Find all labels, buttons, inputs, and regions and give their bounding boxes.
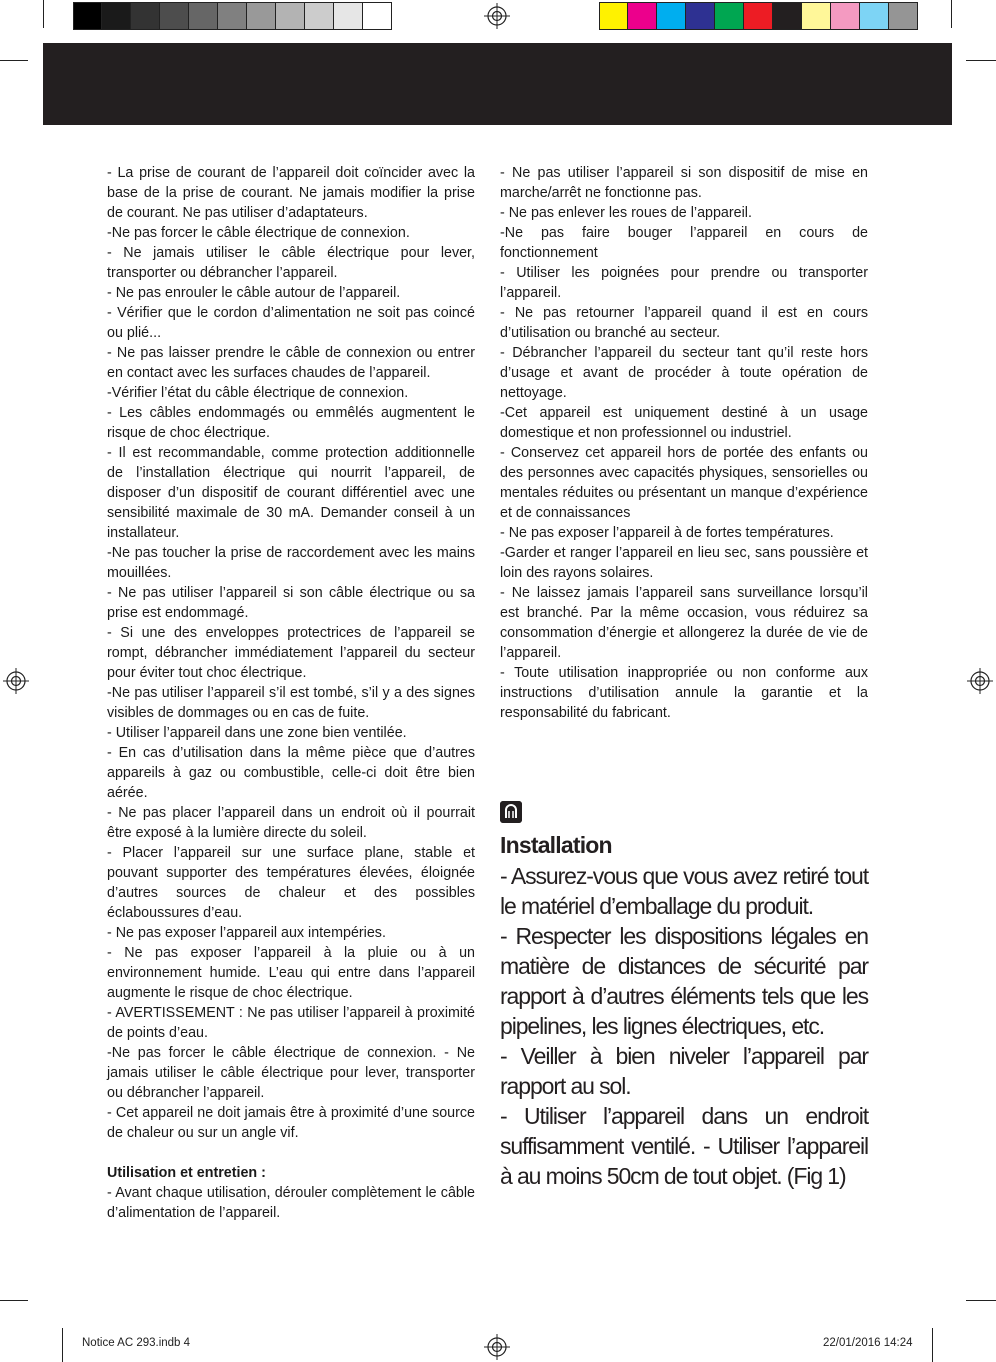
paragraph: - Ne pas enlever les roues de l’appareil. xyxy=(500,205,752,221)
paragraph: - Ne pas exposer l’appareil aux intempéries. xyxy=(107,925,386,941)
left-paragraphs xyxy=(107,163,475,1143)
right-paragraphs xyxy=(500,163,868,723)
color-swatch xyxy=(860,2,889,30)
gray-swatch xyxy=(334,2,363,30)
color-swatch xyxy=(628,2,657,30)
paragraph: - Avant chaque utilisation, dérouler complètement le câble d’alimentation de l’appareil. xyxy=(107,1185,475,1221)
footer-date-slug: 22/01/2016 14:24 xyxy=(823,1337,913,1349)
grayscale-color-bar xyxy=(73,2,392,30)
paragraph: - Utiliser les poignées pour prendre ou transporter l’appareil. xyxy=(500,265,868,301)
color-swatch xyxy=(599,2,628,30)
paragraph: - Ne jamais utiliser le câble électrique pour lever, transporter ou débrancher l’appareil. xyxy=(107,245,475,281)
paragraph: -Ne pas forcer le câble électrique de connexion. xyxy=(107,225,410,241)
gray-swatch xyxy=(276,2,305,30)
paragraph: - Respecter les dispositions légales en matière de distances de sécurité par rapport à d’autres éléments tels que les pipelines, les lignes électriques, etc. xyxy=(500,923,868,1039)
registration-mark-icon xyxy=(967,668,993,694)
paragraph: - AVERTISSEMENT : Ne pas utiliser l’appareil à proximité de points d’eau. xyxy=(107,1005,475,1041)
header-band xyxy=(43,43,952,125)
crop-mark xyxy=(62,1328,63,1362)
paragraph: -Cet appareil est uniquement destiné à un usage domestique et non professionnel ou industriel. xyxy=(500,405,868,441)
paragraph: - En cas d’utilisation dans la même pièce que d’autres appareils à gaz ou combustible, celle-ci doit être bien aérée. xyxy=(107,745,475,801)
color-swatch xyxy=(831,2,860,30)
registration-mark-icon xyxy=(484,3,510,29)
gray-swatch xyxy=(218,2,247,30)
gray-swatch xyxy=(131,2,160,30)
paragraph: -Ne pas toucher la prise de raccordement avec les mains mouillées. xyxy=(107,545,475,581)
paragraph: - Si une des enveloppes protectrices de l’appareil se rompt, débrancher immédiatement l’appareil du secteur pour éviter tout choc électrique. xyxy=(107,625,475,681)
paragraph: - Ne pas enrouler le câble autour de l’appareil. xyxy=(107,285,401,301)
installation-body xyxy=(500,861,868,1191)
paragraph: - Veiller à bien niveler l’appareil par rapport au sol. xyxy=(500,1043,868,1099)
subheading-utilisation: Utilisation et entretien : xyxy=(107,1165,266,1181)
paragraph: - Assurez-vous que vous avez retiré tout le matériel d’emballage du produit. xyxy=(500,863,868,919)
installation-plug-icon xyxy=(500,801,522,823)
process-color-bar xyxy=(599,2,918,30)
paragraph: - Il est recommandable, comme protection additionnelle de l’installation électrique qui nourrit l’appareil, de disposer d’un dispositif de courant différentiel avec une sensibilité maximale de 30 mA. Demander conseil à un installateur. xyxy=(107,445,475,541)
crop-mark xyxy=(966,60,996,61)
crop-mark xyxy=(0,60,28,61)
color-swatch xyxy=(889,2,918,30)
color-swatch xyxy=(715,2,744,30)
gray-swatch xyxy=(189,2,218,30)
right-column xyxy=(500,163,868,723)
crop-mark xyxy=(966,1300,996,1301)
gray-swatch xyxy=(102,2,131,30)
footer-file-slug: Notice AC 293.indb 4 xyxy=(82,1337,191,1349)
paragraph: - Toute utilisation inappropriée ou non conforme aux instructions d’utilisation annule la garantie et la responsabilité du fabricant. xyxy=(500,665,868,721)
paragraph: - Ne pas retourner l’appareil quand il est en cours d’utilisation ou branché au secteur. xyxy=(500,305,868,341)
paragraph: -Ne pas forcer le câble électrique de connexion. - Ne jamais utiliser le câble électrique pour lever, transporter ou débrancher l’appareil. xyxy=(107,1045,475,1101)
paragraph: - Ne pas exposer l’appareil à la pluie ou à un environnement humide. L’eau qui entre dans l’appareil augmente le risque de choc électrique. xyxy=(107,945,475,1001)
color-swatch xyxy=(773,2,802,30)
paragraph: -Vérifier l’état du câble électrique de connexion. xyxy=(107,385,409,401)
left-column xyxy=(107,163,475,1223)
crop-mark xyxy=(0,1300,28,1301)
paragraph: - Ne laissez jamais l’appareil sans surveillance lorsqu’il est branché. Par la même occasion, vous réduirez sa consommation d’énergie et allongerez la durée de vie de l’appareil. xyxy=(500,585,868,661)
paragraph: -Garder et ranger l’appareil en lieu sec, sans poussière et loin des rayons solaires. xyxy=(500,545,868,581)
paragraph: - La prise de courant de l’appareil doit coïncider avec la base de la prise de courant. Ne jamais modifier la prise de courant. Ne pas utiliser d’adaptateurs. xyxy=(107,165,475,221)
paragraph: - Cet appareil ne doit jamais être à proximité d’une source de chaleur ou sur un angle vif. xyxy=(107,1105,475,1141)
color-swatch xyxy=(744,2,773,30)
paragraph: - Utiliser l’appareil dans une zone bien ventilée. xyxy=(107,725,407,741)
paragraph: - Utiliser l’appareil dans un endroit suffisamment ventilé. - Utiliser l’appareil à au moins 50cm de tout objet. (Fig 1) xyxy=(500,1103,868,1189)
paragraph: - Les câbles endommagés ou emmêlés augmentent le risque de choc électrique. xyxy=(107,405,475,441)
crop-mark xyxy=(951,0,952,28)
registration-mark-icon xyxy=(3,668,29,694)
paragraph: - Ne pas placer l’appareil dans un endroit où il pourrait être exposé à la lumière directe du soleil. xyxy=(107,805,475,841)
paragraph: -Ne pas utiliser l’appareil s’il est tombé, s’il y a des signes visibles de dommages ou en cas de fuite. xyxy=(107,685,475,721)
paragraph: - Ne pas exposer l’appareil à de fortes températures. xyxy=(500,525,834,541)
gray-swatch xyxy=(73,2,102,30)
paragraph: - Conservez cet appareil hors de portée des enfants ou des personnes avec capacités physiques, sensorielles ou mentales réduites ou présentant un manque d’expérience et de connaissances xyxy=(500,445,868,521)
paragraph: -Ne pas faire bouger l’appareil en cours de fonctionnement xyxy=(500,225,868,261)
gray-swatch xyxy=(160,2,189,30)
crop-mark xyxy=(43,0,44,28)
paragraph: - Ne pas utiliser l’appareil si son câble électrique ou sa prise est endommagé. xyxy=(107,585,475,621)
paragraph: - Placer l’appareil sur une surface plane, stable et pouvant supporter des températures élevées, éloignée d’autres sources de chaleur et des possibles éclaboussures d’eau. xyxy=(107,845,475,921)
installation-title: Installation xyxy=(500,832,612,858)
gray-swatch xyxy=(247,2,276,30)
paragraph: - Ne pas laisser prendre le câble de connexion ou entrer en contact avec les surfaces chaudes de l’appareil. xyxy=(107,345,475,381)
crop-mark xyxy=(932,1328,933,1362)
color-swatch xyxy=(686,2,715,30)
color-swatch xyxy=(802,2,831,30)
paragraph: - Vérifier que le cordon d’alimentation ne soit pas coincé ou plié... xyxy=(107,305,475,341)
gray-swatch xyxy=(305,2,334,30)
color-swatch xyxy=(657,2,686,30)
gray-swatch xyxy=(363,2,392,30)
paragraph: - Débrancher l’appareil du secteur tant qu’il reste hors d’usage et avant de procéder à toute opération de nettoyage. xyxy=(500,345,868,401)
registration-mark-icon xyxy=(484,1334,510,1360)
paragraph: - Ne pas utiliser l’appareil si son dispositif de mise en marche/arrêt ne fonctionne pas. xyxy=(500,165,868,201)
